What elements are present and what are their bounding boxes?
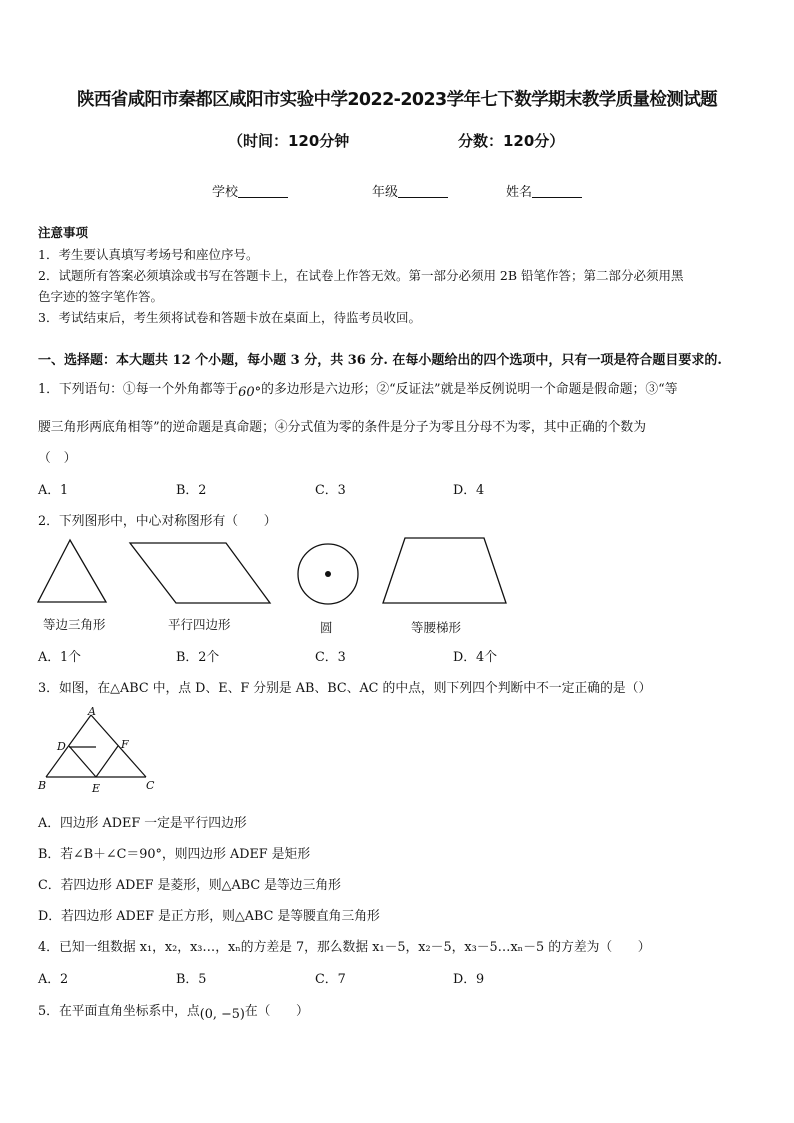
q5-text-b: 在（ ） [244, 1004, 309, 1019]
midpoint-label-f: F [121, 738, 129, 751]
exam-score: 分数：120分） [458, 132, 565, 150]
q1-text-a: 1．下列语句：①每一个外角都等于 [38, 382, 239, 397]
q4-option-a: A．2 [38, 972, 69, 987]
q5-point: (0, −5) [199, 1007, 245, 1022]
q2-option-c: C．3 [315, 650, 346, 665]
figure-label: 等边三角形 [43, 617, 106, 632]
q1-stem-line3: （ ） [38, 451, 77, 466]
school-label: 学校 [212, 185, 239, 200]
note-item: 1．考生要认真填写考场号和座位序号。 [38, 247, 259, 262]
q1-option-c: C．3 [315, 483, 346, 498]
q3-option-c: C．若四边形 ADEF 是菱形，则△ABC 是等边三角形 [38, 878, 341, 893]
note-item: 色字迹的签字笔作答。 [38, 289, 164, 304]
q1-option-a: A．1 [38, 483, 69, 498]
q2-option-b: B．2个 [176, 650, 220, 665]
section-heading: 一、选择题：本大题共 12 个小题，每小题 3 分，共 36 分. 在每小题给出的四个选项中，只有一项是符合题目要求的. [38, 353, 722, 368]
q3-option-a: A．四边形 ADEF 一定是平行四边形 [38, 816, 247, 831]
vertex-label-a: A [88, 705, 96, 718]
q4-option-d: D．9 [453, 972, 485, 987]
name-field [506, 181, 582, 200]
q3-stem: 3．如图，在△ABC 中，点 D、E、F 分别是 AB、BC、AC 的中点，则下列四个判断中不一定正确的是（） [38, 681, 652, 696]
q1-text-b: 的多边形是六边形；②“反证法”就是举反例说明一个命题是假命题；③“等 [261, 382, 678, 397]
q4-option-b: B．5 [176, 972, 207, 987]
equilateral-triangle-figure [38, 540, 106, 602]
note-item: 2．试题所有答案必须填涂或书写在答题卡上，在试卷上作答无效。第一部分必须用 2B 铅笔作答；第二部分必须用黑 [38, 268, 684, 283]
notes-heading: 注意事项 [38, 225, 89, 240]
q1-stem-line2: 腰三角形两底角相等”的逆命题是真命题；④分式值为零的条件是分子为零且分母不为零，其中正确的个数为 [38, 420, 646, 435]
exam-time: （时间：120分钟 [228, 132, 350, 150]
midpoint-label-d: D [57, 740, 66, 753]
vertex-label-c: C [146, 779, 155, 792]
q5-text-a: 5．在平面直角坐标系中，点 [38, 1004, 200, 1019]
q4-stem: 4．已知一组数据 x₁，x₂，x₃…，xₙ的方差是 7，那么数据 x₁－5，x₂－5，x₃－5…xₙ－5 的方差为（ ） [38, 940, 651, 955]
figure-label: 等腰梯形 [411, 620, 462, 635]
name-blank [532, 185, 582, 198]
page-title: 陕西省咸阳市秦都区咸阳市实验中学2022-2023学年七下数学期末教学质量检测试题 [76, 90, 718, 110]
q3-triangle-diagram [36, 705, 166, 797]
school-field [212, 181, 288, 200]
grade-field [372, 181, 448, 200]
vertex-label-b: B [38, 779, 47, 792]
grade-label: 年级 [372, 185, 399, 200]
midpoint-label-e: E [92, 782, 101, 795]
circle-center-dot [325, 571, 331, 577]
q2-option-a: A．1个 [38, 650, 81, 665]
parallelogram-figure [130, 543, 270, 603]
q1-angle: 60° [238, 385, 262, 400]
q1-option-d: D．4 [453, 483, 485, 498]
q2-figures [30, 535, 530, 615]
school-blank [238, 185, 288, 198]
q2-option-d: D．4个 [453, 650, 497, 665]
q1-stem-line1 [38, 378, 678, 400]
q4-option-c: C．7 [315, 972, 346, 987]
q3-option-b: B．若∠B＋∠C＝90°，则四边形 ADEF 是矩形 [38, 847, 311, 862]
q5-stem [38, 1000, 309, 1022]
figure-label: 平行四边形 [168, 617, 231, 632]
grade-blank [398, 185, 448, 198]
figure-label: 圆 [320, 620, 333, 635]
name-label: 姓名 [506, 185, 533, 200]
q3-option-d: D．若四边形 ADEF 是正方形，则△ABC 是等腰直角三角形 [38, 909, 380, 924]
q2-stem: 2．下列图形中，中心对称图形有（ ） [38, 514, 277, 529]
isosceles-trapezoid-figure [383, 538, 506, 603]
q1-option-b: B．2 [176, 483, 207, 498]
note-item: 3．考试结束后，考生须将试卷和答题卡放在桌面上，待监考员收回。 [38, 310, 421, 325]
